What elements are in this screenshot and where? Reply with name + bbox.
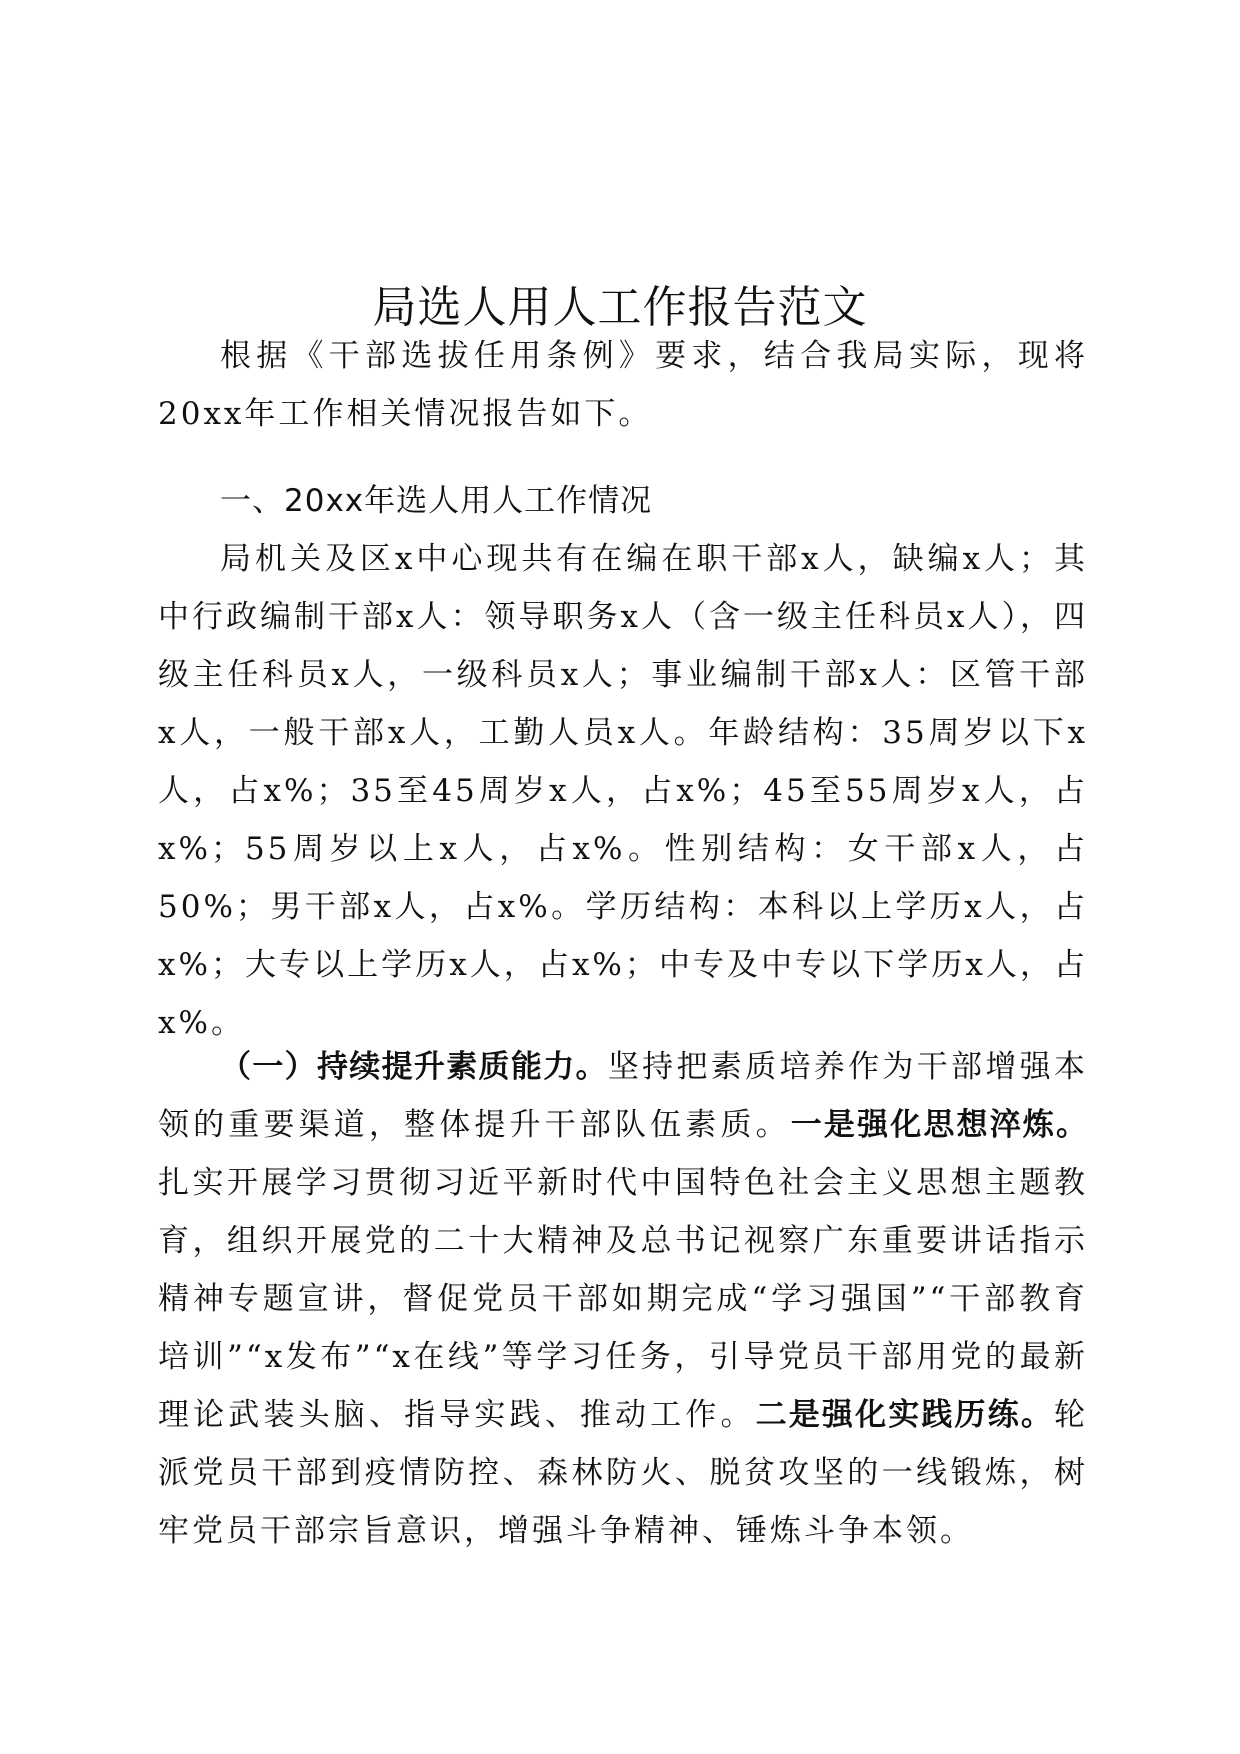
point-1-heading: 一是强化思想淬炼。	[790, 1107, 1089, 1143]
subsection-1-heading: （一）持续提升素质能力。	[220, 1049, 608, 1085]
document-title: 局选人用人工作报告范文	[372, 282, 868, 333]
point-2-heading: 二是强化实践历练。	[755, 1397, 1055, 1433]
subsection-1-paragraph	[158, 1038, 1088, 1560]
intro-paragraph: 根据《干部选拔任用条例》要求，结合我局实际，现将20xx年工作相关情况报告如下。	[158, 338, 1088, 432]
point-1-body: 扎实开展学习贯彻习近平新时代中国特色社会主义思想主题教育，组织开展党的二十大精神及总书记视察广东重要讲话指示精神专题宣讲，督促党员干部如期完成“学习强国”“干部教育培训”“x发布”“x在线”等学习任务，引导党员干部用党的最新理论武装头脑、指导实践、推动工作。	[158, 1165, 1088, 1433]
section-1-paragraph: 局机关及区x中心现共有在编在职干部x人，缺编x人；其中行政编制干部x人：领导职务x人（含一级主任科员x人），四级主任科员x人，一级科员x人；事业编制干部x人：区管干部x人，一般干部x人，工勤人员x人。年龄结构：35周岁以下x人，占x%；35至45周岁x人，占x%；45至55周岁x人，占x%；55周岁以上x人，占x%。性别结构：女干部x人，占50%；男干部x人，占x%。学历结构：本科以上学历x人，占x%；大专以上学历x人，占x%；中专及中专以下学历x人，占x%。	[158, 541, 1088, 1041]
point-2-body: 轮派党员干部到疫情防控、森林防火、脱贫攻坚的一线锻炼，树牢党员干部宗旨意识，增强斗争精神、锤炼斗争本领。	[158, 1397, 1089, 1549]
subsection-1-lead: 坚持把素质培养作为干部增强本领的重要渠道，整体提升干部队伍素质。	[158, 1049, 1089, 1143]
section-heading-1: 一、20xx年选人用人工作情况	[220, 483, 653, 519]
